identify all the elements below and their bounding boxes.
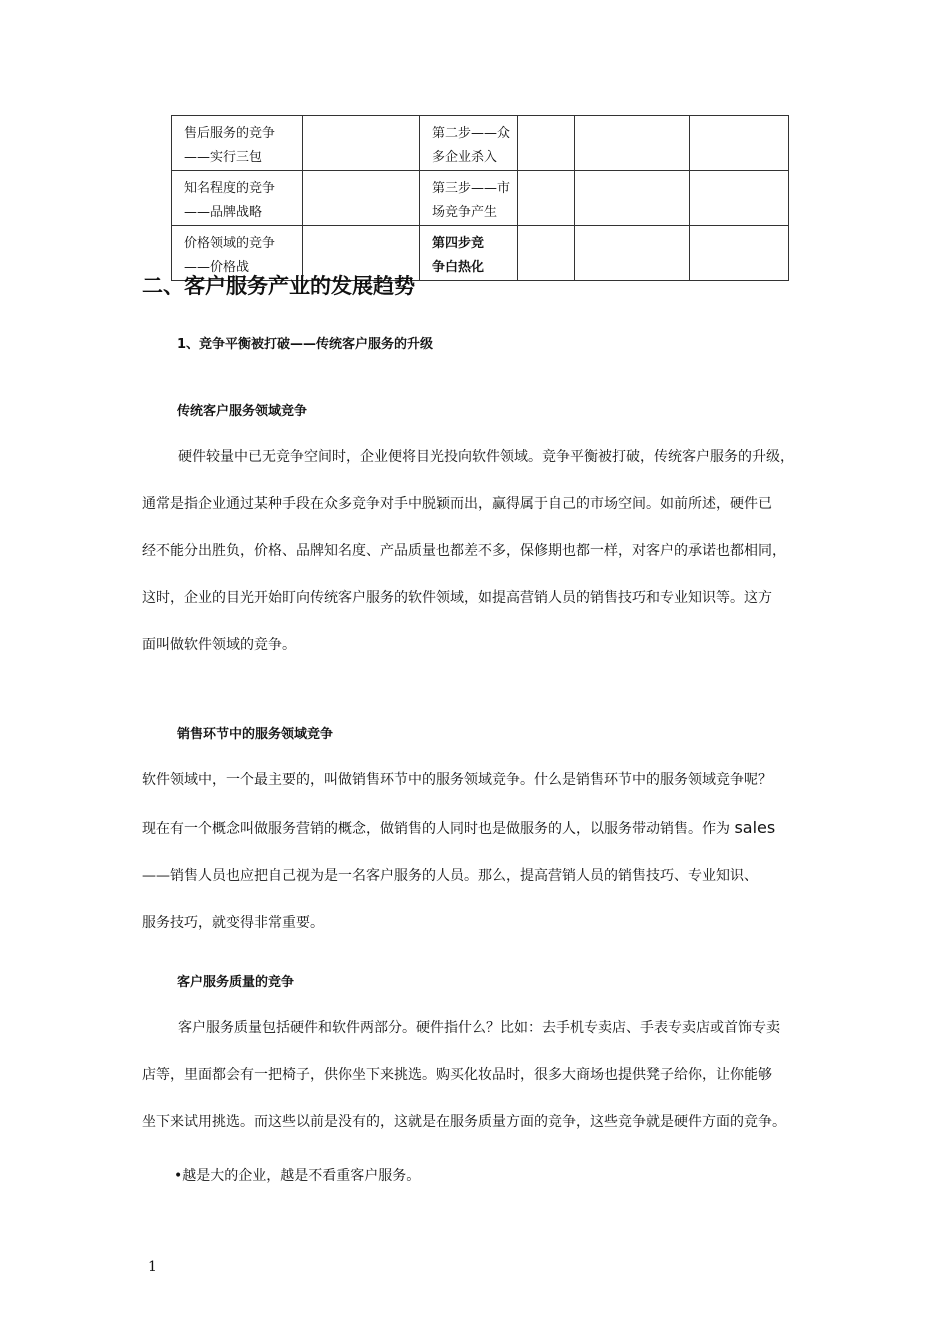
paragraph-line: 客户服务质量包括硬件和软件两部分。硬件指什么？比如：去手机专卖店、手表专卖店或首饰专卖 (178, 1020, 780, 1036)
subheading-sales-service: 销售环节中的服务领域竞争 (177, 727, 334, 742)
table-row (172, 171, 789, 226)
paragraph-sales-service (142, 757, 842, 947)
paragraph-line: 坐下来试用挑选。而这些以前是没有的，这就是在服务质量方面的竞争，这些竞争就是硬件方面的竞争。 (142, 1114, 786, 1130)
table-row (172, 116, 789, 171)
table-cell (518, 171, 575, 226)
table-cell: 第四步竞 争白热化 (420, 226, 518, 281)
subheading-competition-balance: 1、竞争平衡被打破——传统客户服务的升级 (177, 337, 434, 352)
paragraph-line: 服务技巧，就变得非常重要。 (142, 915, 324, 931)
table-cell (690, 226, 789, 281)
table-cell: 知名程度的竞争 ——品牌战略 (172, 171, 303, 226)
table-cell (575, 226, 690, 281)
paragraph-line: 面叫做软件领域的竞争。 (142, 637, 296, 653)
paragraph-traditional-service (142, 434, 842, 669)
paragraph-line: 软件领域中，一个最主要的，叫做销售环节中的服务领域竞争。什么是销售环节中的服务领域竞争呢？ (142, 772, 772, 788)
paragraph-text: 现在有一个概念叫做服务营销的概念，做销售的人同时也是做服务的人，以服务带动销售。作为 (142, 821, 735, 837)
table-cell (518, 116, 575, 171)
sales-term: sales (734, 818, 776, 837)
table-cell (690, 116, 789, 171)
paragraph-line (142, 804, 842, 853)
subheading-service-quality: 客户服务质量的竞争 (177, 975, 295, 990)
paragraph-service-quality (142, 1005, 842, 1146)
page-number: 1 (148, 1259, 157, 1275)
subheading-traditional-service: 传统客户服务领域竞争 (177, 404, 308, 419)
table-cell: 售后服务的竞争 ——实行三包 (172, 116, 303, 171)
table-cell (303, 116, 420, 171)
table-cell: 价格领域的竞争 ——价格战 (172, 226, 303, 281)
table-cell (575, 171, 690, 226)
table-cell: 第三步——市 场竞争产生 (420, 171, 518, 226)
table-cell (575, 116, 690, 171)
table-cell (303, 171, 420, 226)
competition-table (171, 115, 789, 281)
paragraph-line: 这时，企业的目光开始盯向传统客户服务的软件领域，如提高营销人员的销售技巧和专业知识等。这方 (142, 590, 772, 606)
bullet-point: •越是大的企业，越是不看重客户服务。 (174, 1168, 421, 1184)
table-cell (518, 226, 575, 281)
paragraph-line: 硬件较量中已无竞争空间时，企业便将目光投向软件领域。竞争平衡被打破，传统客户服务的升级， (178, 449, 794, 465)
table-cell (690, 171, 789, 226)
paragraph-line: 店等，里面都会有一把椅子，供你坐下来挑选。购买化妆品时，很多大商场也提供凳子给你，让你能够 (142, 1067, 772, 1083)
section-heading: 二、客户服务产业的发展趋势 (142, 274, 415, 298)
paragraph-line: 经不能分出胜负，价格、品牌知名度、产品质量也都差不多，保修期也都一样，对客户的承诺也都相同， (142, 543, 786, 559)
paragraph-line: 通常是指企业通过某种手段在众多竞争对手中脱颖而出，赢得属于自己的市场空间。如前所述，硬件已 (142, 496, 772, 512)
paragraph-line: ——销售人员也应把自己视为是一名客户服务的人员。那么，提高营销人员的销售技巧、专业知识、 (142, 868, 758, 884)
table-cell: 第二步——众 多企业杀入 (420, 116, 518, 171)
